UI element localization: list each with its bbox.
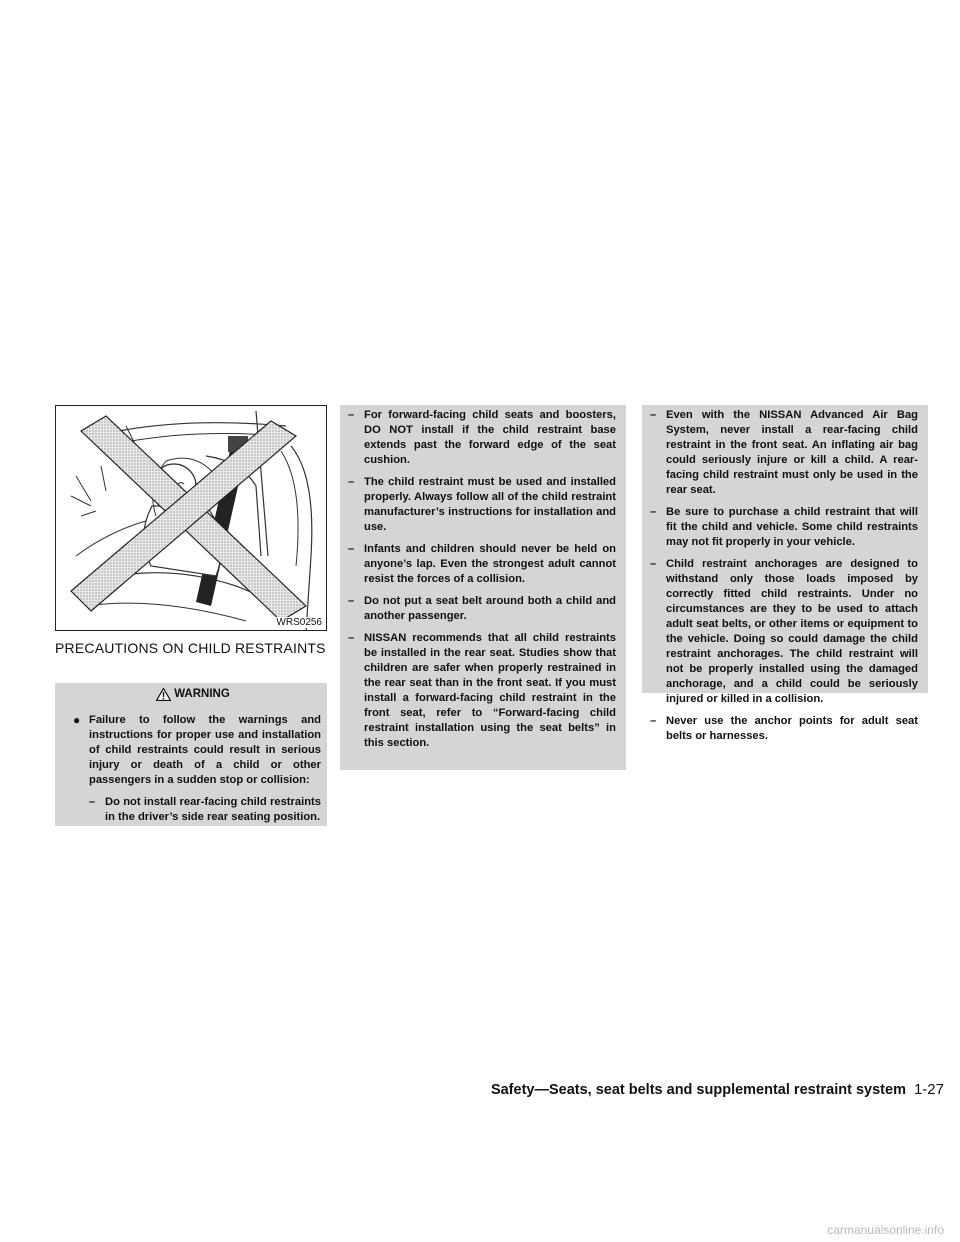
crossed-out-child-seat-illustration <box>56 406 327 631</box>
warning-list-part3 <box>650 408 918 744</box>
child-seat-figure <box>55 405 327 631</box>
list-item: – Child restraint anchorages are designed to withstand only those loads imposed by correctly fitted child restraints. Under no circumstances are they to be used to attach adult seat belts, or other items or equipment to the vehicle. Doing so could damage the child restraint anchorages. The child restraint will not be properly installed using the damaged anchorage, and a child could be seriously injured or killed in a collision. <box>650 558 918 705</box>
figure-code: WRS0256 <box>276 617 322 628</box>
warning-box-continued <box>340 405 626 770</box>
warning-box-continued-2 <box>642 405 928 742</box>
chapter-title: Safety—Seats, seat belts and supplemental restraint system <box>490 1082 906 1098</box>
warning-bullet <box>65 713 321 788</box>
list-item: – Never use the anchor points for adult seat belts or harnesses. <box>650 715 918 742</box>
warning-intro: Failure to follow the warnings and instructions for proper use and installation of child restraints could result in serious injury or death of a child or other passengers in a sudden stop or collision: <box>89 714 321 786</box>
list-item: – NISSAN recommends that all child restraints be installed in the rear seat. Studies show that children are safer when properly restrained in the rear seat than in the front seat. If you must install a forward-facing child restraint in the front seat, refer to “Forward-facing child restraint installation using the seat belts” in this section. <box>348 632 616 749</box>
list-item: – Do not put a seat belt around both a child and another passenger. <box>348 595 616 622</box>
list-item: – The child restraint must be used and installed properly. Always follow all of the child restraint manufacturer’s instructions for installation and use. <box>348 476 616 533</box>
list-item: – Infants and children should never be held on anyone’s lap. Even the strongest adult cannot resist the forces of a collision. <box>348 543 616 585</box>
section-title: PRECAUTIONS ON CHILD RESTRAINTS <box>55 640 326 656</box>
list-item: – Be sure to purchase a child restraint that will fit the child and vehicle. Some child restraints may not fit properly in your vehicle. <box>650 506 918 548</box>
list-item: – For forward-facing child seats and boosters, DO NOT install if the child restraint base extends past the forward edge of the seat cushion. <box>348 409 616 466</box>
warning-box <box>55 683 327 826</box>
warning-list-part1 <box>65 795 321 825</box>
watermark: carmanualsonline.info <box>827 1223 944 1237</box>
warning-header <box>65 683 321 706</box>
list-item: – Do not install rear-facing child restraints in the driver’s side rear seating position. <box>89 796 321 823</box>
list-item: – Even with the NISSAN Advanced Air Bag System, never install a rear-facing child restraint in the front seat. An inflating air bag could seriously injure or kill a child. A rear-facing child restraint must only be used in the rear seat. <box>650 409 918 496</box>
warning-heading: WARNING <box>174 688 230 700</box>
warning-triangle-icon <box>156 688 171 701</box>
page-number: 1-27 <box>913 1081 944 1098</box>
warning-list-part2 <box>348 408 616 751</box>
bullet-icon: ● <box>73 713 81 727</box>
page-footer <box>491 1081 944 1098</box>
